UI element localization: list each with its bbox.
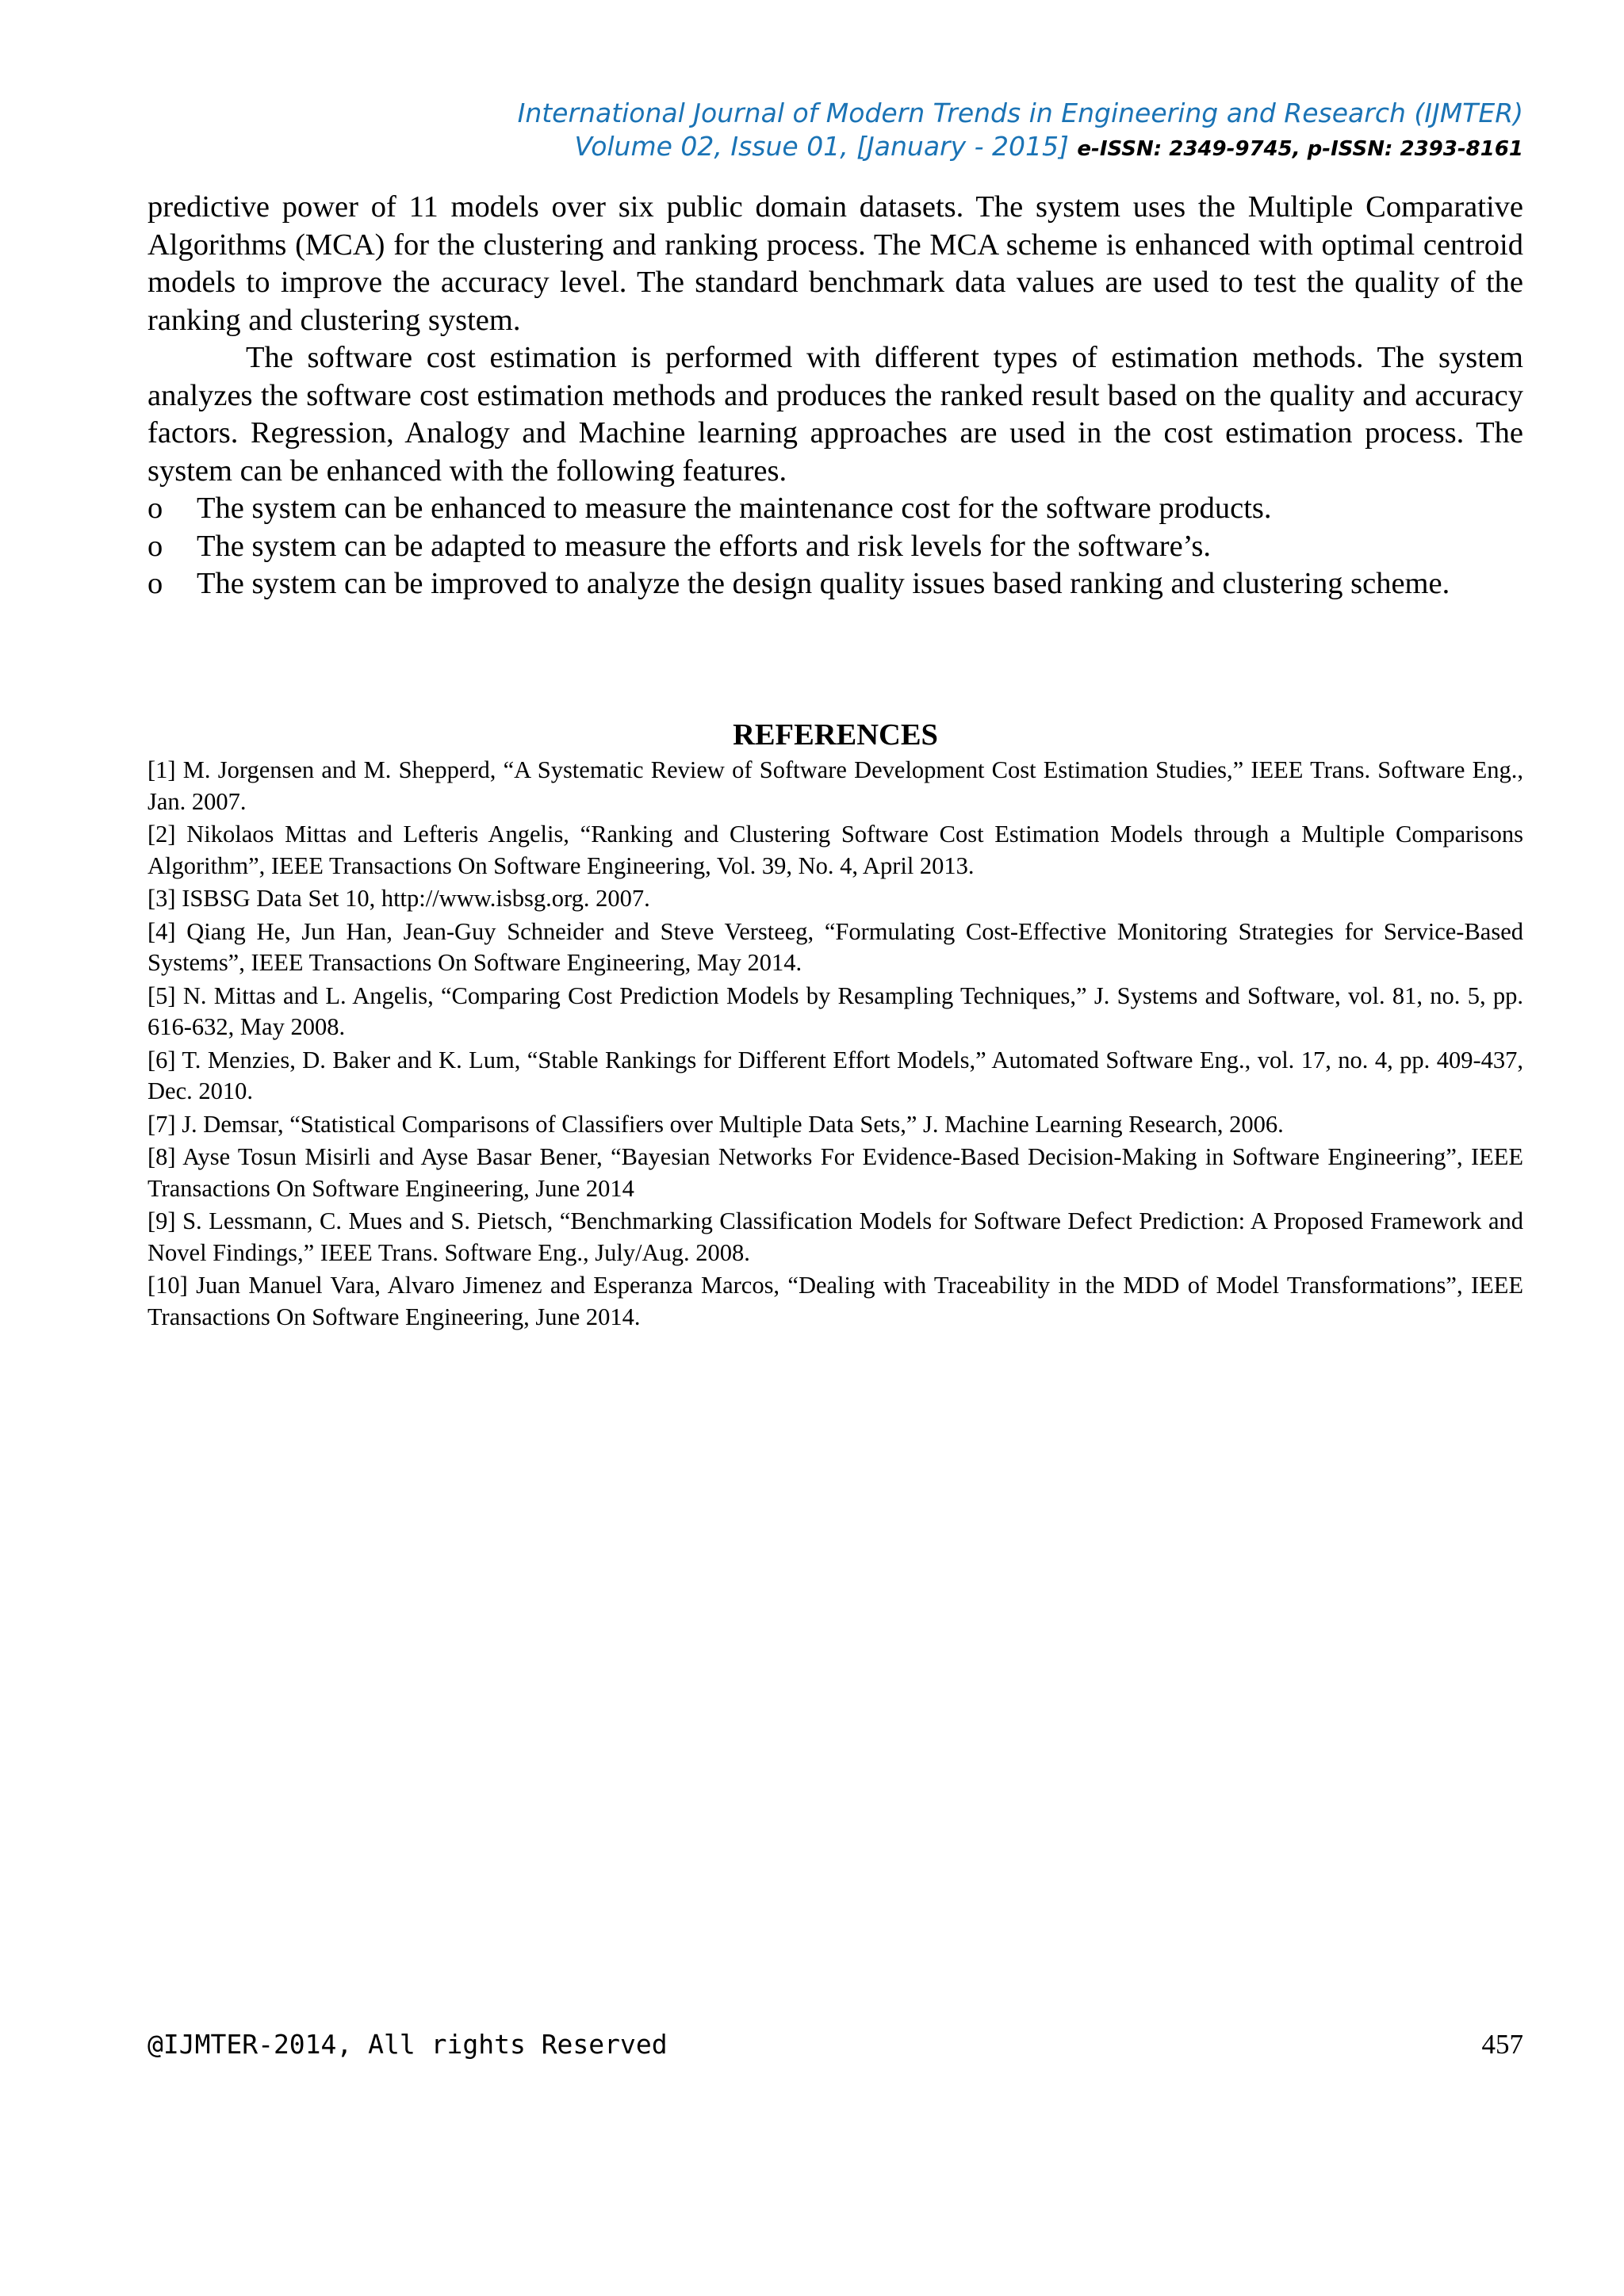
journal-volume-line xyxy=(147,130,1523,166)
page-number: 457 xyxy=(1481,2029,1523,2060)
list-item xyxy=(147,565,1523,603)
reference-item: [1] M. Jorgensen and M. Shepperd, “A Systematic Review of Software Development Cost Estimation Studies,” IEEE Trans. Software Eng., Jan. 2007. xyxy=(147,756,1523,815)
reference-item: [7] J. Demsar, “Statistical Comparisons of Classifiers over Multiple Data Sets,” J. Machine Learning Research, 2006. xyxy=(147,1110,1284,1138)
reference-item: [5] N. Mittas and L. Angelis, “Comparing Cost Prediction Models by Resampling Techniques,” J. Systems and Software, vol. 81, no. 5, pp. 616-632, May 2008. xyxy=(147,982,1523,1040)
reference-item: [8] Ayse Tosun Misirli and Ayse Basar Bener, “Bayesian Networks For Evidence-Based Decision-Making in Software Engineering”, IEEE Transactions On Software Engineering, June 2014 xyxy=(147,1143,1523,1202)
journal-title: International Journal of Modern Trends in Engineering and Research (IJMTER) xyxy=(517,98,1523,128)
reference-item: [6] T. Menzies, D. Baker and K. Lum, “Stable Rankings for Different Effort Models,” Automated Software Eng., vol. 17, no. 4, pp. 409-437, Dec. 2010. xyxy=(147,1046,1523,1104)
journal-issn: e-ISSN: 2349-9745, p-ISSN: 2393-8161 xyxy=(1077,137,1523,161)
footer-copyright: @IJMTER-2014, All rights Reserved xyxy=(147,2029,668,2060)
list-item-text: The system can be improved to analyze the design quality issues based ranking and clustering scheme. xyxy=(197,567,1450,600)
paragraph-1: predictive power of 11 models over six public domain datasets. The system uses the Multiple Comparative Algorithms (MCA) for the clustering and ranking process. The MCA scheme is enhanced with optimal centroid models to improve the accuracy level. The standard benchmark data values are used to test the quality of the ranking and clustering system. xyxy=(147,190,1523,337)
list-item-text: The system can be enhanced to measure the maintenance cost for the software products. xyxy=(197,492,1272,525)
journal-header xyxy=(147,97,1523,166)
reference-item: [4] Qiang He, Jun Han, Jean-Guy Schneider and Steve Versteeg, “Formulating Cost-Effective Monitoring Strategies for Service-Based Systems”, IEEE Transactions On Software Engineering, May 2014. xyxy=(147,917,1523,976)
reference-item: [10] Juan Manuel Vara, Alvaro Jimenez and Esperanza Marcos, “Dealing with Traceability in the MDD of Model Transformations”, IEEE Transactions On Software Engineering, June 2014. xyxy=(147,1272,1523,1330)
bullet-marker: o xyxy=(147,567,163,600)
bullet-marker: o xyxy=(147,492,163,525)
references-heading: REFERENCES xyxy=(733,718,938,752)
list-item xyxy=(147,490,1523,528)
references-list xyxy=(147,755,1523,1334)
list-item xyxy=(147,528,1523,566)
reference-item: [9] S. Lessmann, C. Mues and S. Pietsch, “Benchmarking Classification Models for Software Defect Prediction: A Proposed Framework and Novel Findings,” IEEE Trans. Software Eng., July/Aug. 2008. xyxy=(147,1207,1523,1266)
list-item-text: The system can be adapted to measure the efforts and risk levels for the software’s. xyxy=(197,529,1211,563)
reference-item: [2] Nikolaos Mittas and Lefteris Angelis, “Ranking and Clustering Software Cost Estimation Models through a Multiple Comparisons Algorithm”, IEEE Transactions On Software Engineering, Vol. 39, No. 4, April 2013. xyxy=(147,821,1523,879)
bullet-marker: o xyxy=(147,529,163,563)
journal-volume: Volume 02, Issue 01, [January - 2015] xyxy=(574,131,1069,162)
reference-item: [3] ISBSG Data Set 10, http://www.isbsg.org. 2007. xyxy=(147,885,650,912)
body-text xyxy=(147,189,1523,603)
paragraph-2: The software cost estimation is performed with different types of estimation methods. The system analyzes the software cost estimation methods and produces the ranked result based on the quality and accuracy factors. Regression, Analogy and Machine learning approaches are used in the cost estimation process. The system can be enhanced with the following features. xyxy=(147,341,1523,488)
feature-list xyxy=(147,490,1523,603)
